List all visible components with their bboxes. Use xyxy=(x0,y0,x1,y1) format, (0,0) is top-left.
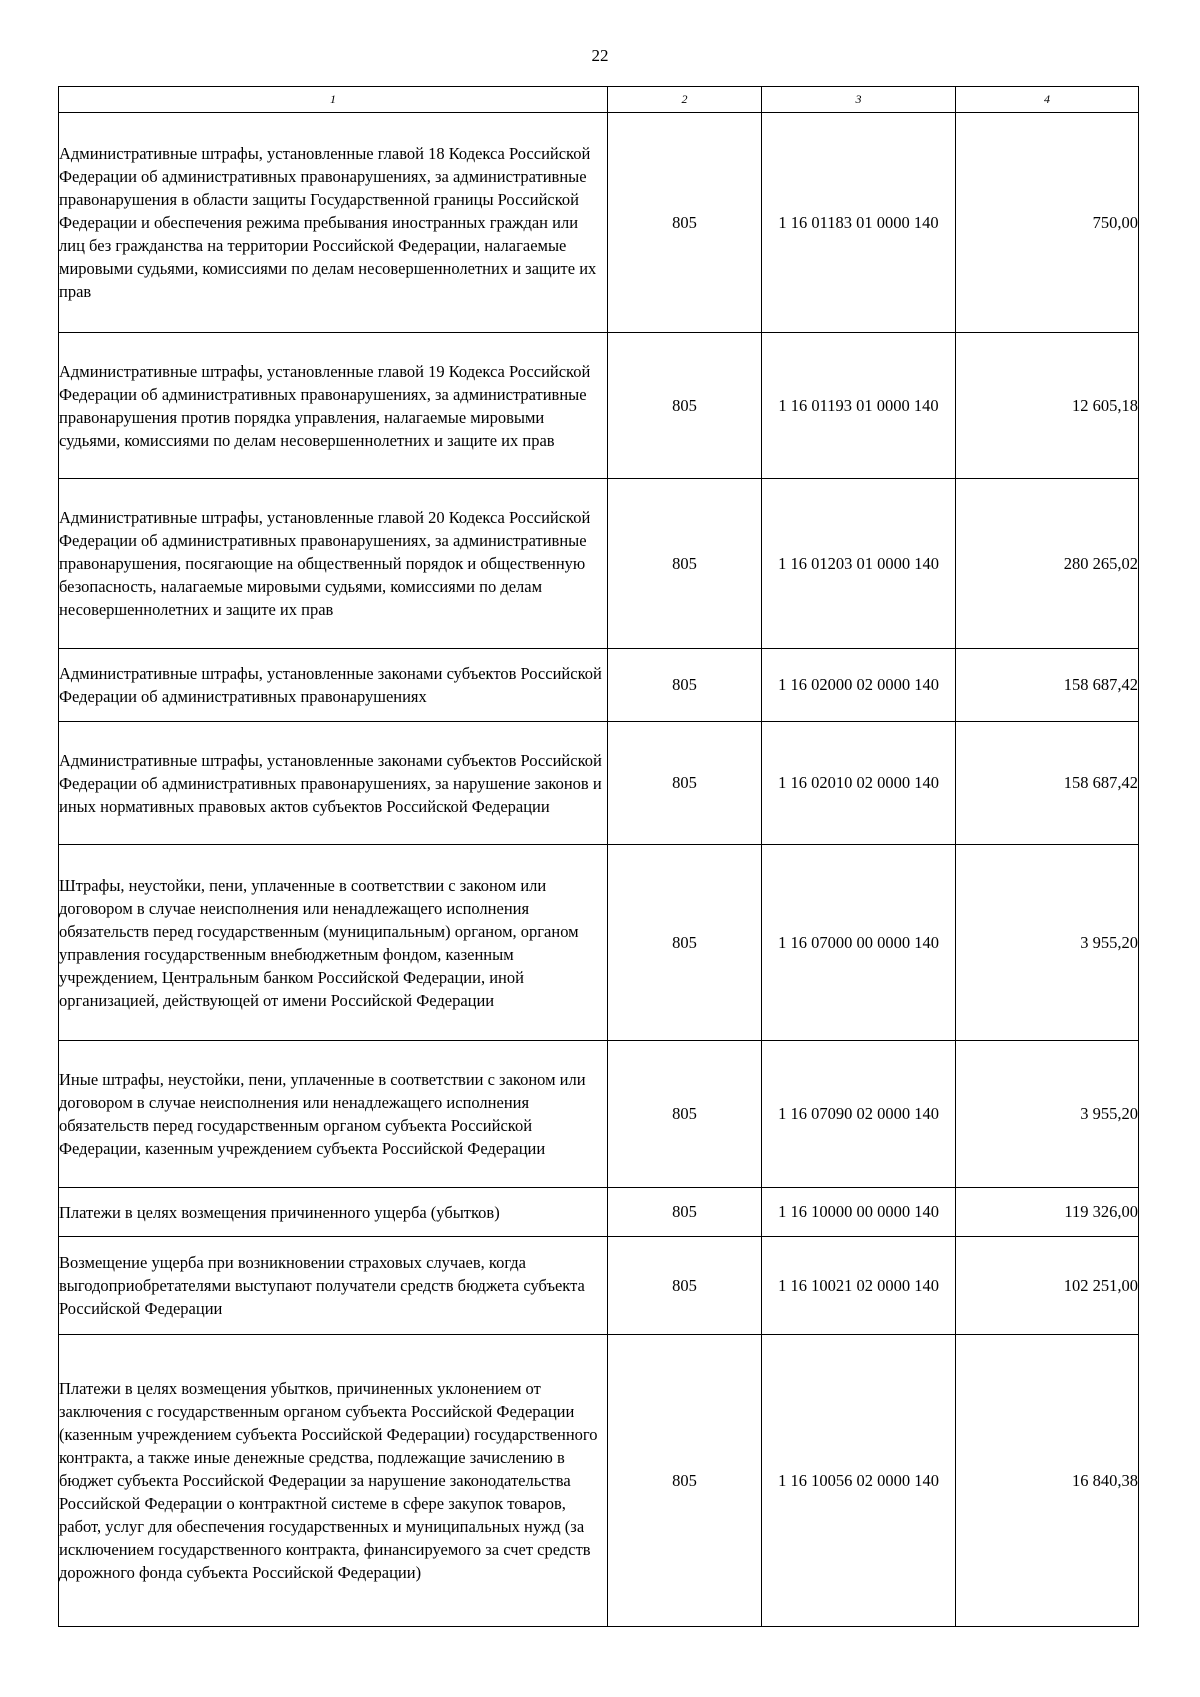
table-row xyxy=(59,649,1139,722)
budget-code: 1 16 10000 00 0000 140 xyxy=(762,1188,956,1237)
amount: 119 326,00 xyxy=(956,1188,1139,1237)
table-row xyxy=(59,722,1139,845)
admin-code: 805 xyxy=(608,1188,762,1237)
table-row xyxy=(59,845,1139,1041)
amount: 3 955,20 xyxy=(956,1041,1139,1188)
admin-code: 805 xyxy=(608,479,762,649)
amount: 12 605,18 xyxy=(956,333,1139,479)
amount: 750,00 xyxy=(956,113,1139,333)
revenue-table xyxy=(58,86,1139,1627)
amount: 3 955,20 xyxy=(956,845,1139,1041)
budget-code: 1 16 10021 02 0000 140 xyxy=(762,1237,956,1335)
table-row xyxy=(59,1335,1139,1627)
budget-code: 1 16 07090 02 0000 140 xyxy=(762,1041,956,1188)
table-row xyxy=(59,479,1139,649)
budget-code: 1 16 02000 02 0000 140 xyxy=(762,649,956,722)
revenue-name: Административные штрафы, установленные главой 19 Кодекса Российской Федерации об административных правонарушениях, за административные правонарушения против порядка управления, налагаемые мировыми судьями, комиссиями по делам несовершеннолетних и защите их прав xyxy=(59,333,608,479)
table-row xyxy=(59,1188,1139,1237)
amount: 158 687,42 xyxy=(956,722,1139,845)
column-header-4: 4 xyxy=(956,87,1139,113)
table-header-row xyxy=(59,87,1139,113)
admin-code: 805 xyxy=(608,333,762,479)
budget-code: 1 16 07000 00 0000 140 xyxy=(762,845,956,1041)
column-header-1: 1 xyxy=(59,87,608,113)
table-row xyxy=(59,333,1139,479)
page-number: 22 xyxy=(591,46,609,65)
table-row xyxy=(59,113,1139,333)
revenue-name: Платежи в целях возмещения причиненного ущерба (убытков) xyxy=(59,1188,608,1237)
admin-code: 805 xyxy=(608,113,762,333)
budget-code: 1 16 02010 02 0000 140 xyxy=(762,722,956,845)
table-row xyxy=(59,1041,1139,1188)
revenue-name: Платежи в целях возмещения убытков, причиненных уклонением от заключения с государственным органом субъекта Российской Федерации (казенным учреждением субъекта Российской Федерации) государственного контракта, а также иные денежные средства, подлежащие зачислению в бюджет субъекта Российской Федерации за нарушение законодательства Российской Федерации о контрактной системе в сфере закупок товаров, работ, услуг для обеспечения государственных и муниципальных нужд (за исключением государственного контракта, финансируемого за счет средств дорожного фонда субъекта Российской Федерации) xyxy=(59,1335,608,1627)
revenue-name: Иные штрафы, неустойки, пени, уплаченные в соответствии с законом или договором в случае неисполнения или ненадлежащего исполнения обязательств перед государственным органом субъекта Российской Федерации, казенным учреждением субъекта Российской Федерации xyxy=(59,1041,608,1188)
budget-code: 1 16 10056 02 0000 140 xyxy=(762,1335,956,1627)
column-header-3: 3 xyxy=(762,87,956,113)
table-row xyxy=(59,1237,1139,1335)
budget-code: 1 16 01183 01 0000 140 xyxy=(762,113,956,333)
revenue-name: Возмещение ущерба при возникновении страховых случаев, когда выгодоприобретателями выступают получатели средств бюджета субъекта Российской Федерации xyxy=(59,1237,608,1335)
admin-code: 805 xyxy=(608,1237,762,1335)
budget-code: 1 16 01203 01 0000 140 xyxy=(762,479,956,649)
amount: 102 251,00 xyxy=(956,1237,1139,1335)
amount: 280 265,02 xyxy=(956,479,1139,649)
admin-code: 805 xyxy=(608,649,762,722)
column-header-2: 2 xyxy=(608,87,762,113)
budget-code: 1 16 01193 01 0000 140 xyxy=(762,333,956,479)
admin-code: 805 xyxy=(608,722,762,845)
admin-code: 805 xyxy=(608,1335,762,1627)
amount: 16 840,38 xyxy=(956,1335,1139,1627)
revenue-name: Административные штрафы, установленные законами субъектов Российской Федерации об административных правонарушениях, за нарушение законов и иных нормативных правовых актов субъектов Российской Федерации xyxy=(59,722,608,845)
revenue-name: Административные штрафы, установленные главой 18 Кодекса Российской Федерации об административных правонарушениях, за административные правонарушения в области защиты Государственной границы Российской Федерации и обеспечения режима пребывания иностранных граждан или лиц без гражданства на территории Российской Федерации, налагаемые мировыми судьями, комиссиями по делам несовершеннолетних и защите их прав xyxy=(59,113,608,333)
revenue-name: Штрафы, неустойки, пени, уплаченные в соответствии с законом или договором в случае неисполнения или ненадлежащего исполнения обязательств перед государственным (муниципальным) органом, органом управления государственным внебюджетным фондом, казенным учреждением, Центральным банком Российской Федерации, иной организацией, действующей от имени Российской Федерации xyxy=(59,845,608,1041)
revenue-name: Административные штрафы, установленные законами субъектов Российской Федерации об административных правонарушениях xyxy=(59,649,608,722)
admin-code: 805 xyxy=(608,1041,762,1188)
admin-code: 805 xyxy=(608,845,762,1041)
amount: 158 687,42 xyxy=(956,649,1139,722)
revenue-name: Административные штрафы, установленные главой 20 Кодекса Российской Федерации об административных правонарушениях, за административные правонарушения, посягающие на общественный порядок и общественную безопасность, налагаемые мировыми судьями, комиссиями по делам несовершеннолетних и защите их прав xyxy=(59,479,608,649)
